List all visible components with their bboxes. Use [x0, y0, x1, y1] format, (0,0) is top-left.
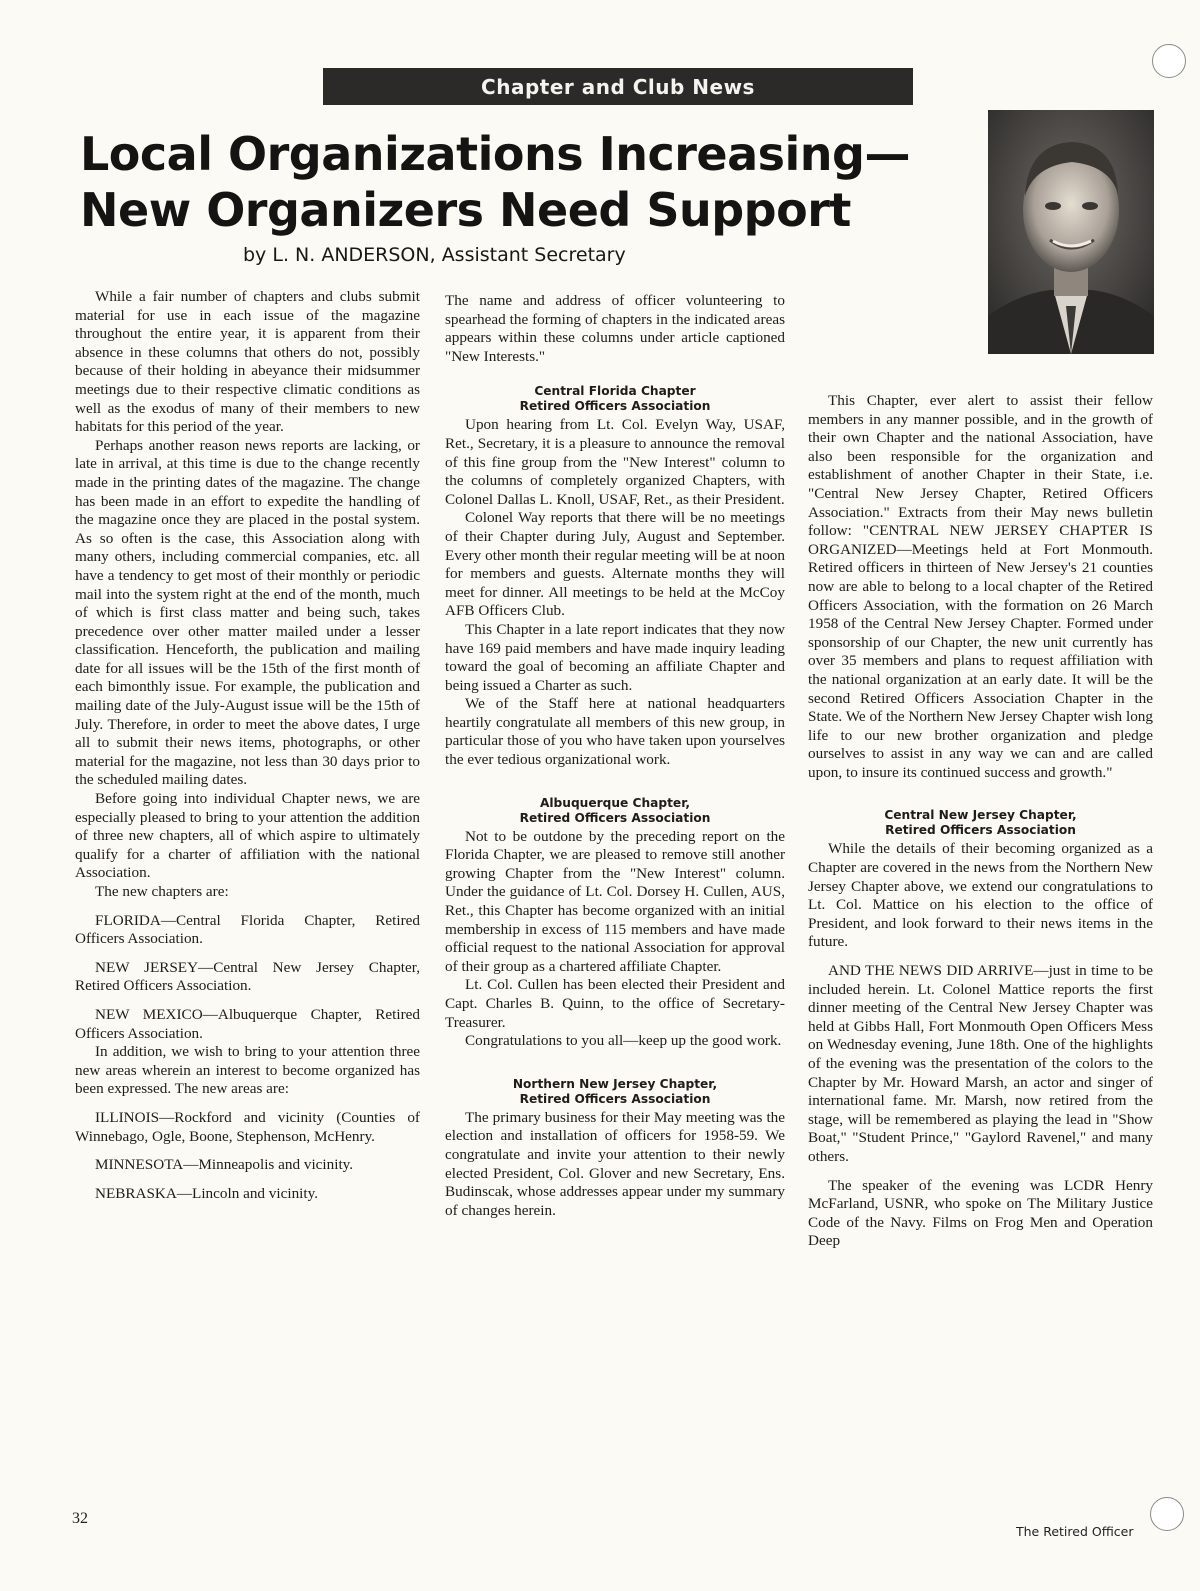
byline-author: L. N. ANDERSON,	[272, 244, 436, 266]
byline-title: Assistant Secretary	[441, 244, 626, 266]
publication-footer: The Retired Officer	[1016, 1524, 1134, 1539]
section-paragraph: We of the Staff here at national headquarters heartily congratulate all members of this new group, in particular those of you who have taken upon yourselves the ever tedious organizational work.	[445, 695, 785, 769]
column-3	[808, 392, 1153, 1251]
section-paragraph: AND THE NEWS DID ARRIVE—just in time to be included herein. Lt. Colonel Mattice reports the first dinner meeting of the Central New Jersey Chapter was held at Gibbs Hall, Fort Monmouth Open Officers Mess on Wednesday evening, June 18th. One of the highlights of the evening was the presentation of the colors to the Chapter by Mr. Howard Marsh, an actor and singer of international fame. Mr. Marsh, now retired from the stage, will be remembered as playing the lead in "Show Boat," "Student Prince," "Gaylord Ravenel," and many others.	[808, 962, 1153, 1165]
section-heading-line: Retired Officers Association	[519, 810, 711, 825]
section-paragraph: The speaker of the evening was LCDR Henry McFarland, USNR, who spoke on The Military Justice Code of the Navy. Films on Frog Men and Operation Deep	[808, 1176, 1153, 1250]
section-heading-line: Central Florida Chapter	[534, 384, 696, 399]
page-number: 32	[72, 1510, 88, 1527]
section-paragraph: This Chapter in a late report indicates that they now have 169 paid members and have made inquiry leading toward the goal of becoming an affiliate Chapter and being issued a Charter as such.	[445, 620, 785, 694]
new-chapter-item: NEW JERSEY—Central New Jersey Chapter, Retired Officers Association.	[75, 958, 420, 995]
column-2	[445, 292, 785, 1220]
headline	[80, 126, 960, 238]
headline-line-2: New Organizers Need Support	[80, 183, 851, 237]
section-paragraph: Not to be outdone by the preceding report on the Florida Chapter, we are pleased to remove still another growing Chapter from the "New Interest" column. Under the guidance of Lt. Col. Dorsey H. Cullen, AUS, Ret., this Chapter has become organized with an initial membership in excess of 115 members and have made official request to the national Association for approval of their group as a chartered affiliate Chapter.	[445, 827, 785, 975]
punch-hole	[1150, 1497, 1184, 1531]
section-heading-line: Retired Officers Association	[885, 823, 1076, 838]
author-portrait-photo	[988, 110, 1154, 354]
byline	[243, 244, 743, 266]
new-area-item: MINNESOTA—Minneapolis and vicinity.	[95, 1156, 354, 1174]
section-banner: Chapter and Club News	[323, 68, 913, 105]
section-heading-line: Albuquerque Chapter,	[539, 795, 691, 810]
new-chapter-item: NEW MEXICO—Albuquerque Chapter, Retired Officers Association.	[75, 1005, 420, 1042]
section-heading-line: Retired Officers Association	[519, 399, 711, 414]
byline-prefix: by	[243, 244, 267, 266]
section-paragraph: The primary business for their May meeting was the election and installation of officers for 1958-59. We congratulate and invite your attention to their newly elected President, Col. Glover and new Secretary, Ens. Budinscak, whose addresses appear under my summary of changes herein.	[445, 1108, 785, 1219]
new-areas-intro: In addition, we wish to bring to your attention three new areas wherein an interest to become organized has been expressed. The new areas are:	[75, 1043, 420, 1098]
section-heading-line: Northern New Jersey Chapter,	[512, 1076, 718, 1091]
section-paragraph: Colonel Way reports that there will be no meetings of their Chapter during July, August and September. Every other month their regular meeting will be at noon for members and guests. Alternate months they will meet for dinner. All meetings to be held at the McCoy AFB Officers Club.	[445, 509, 785, 620]
new-area-item: ILLINOIS—Rockford and vicinity (Counties of Winnebago, Ogle, Boone, Stephenson, McHenry.	[75, 1108, 420, 1145]
section-paragraph: Lt. Col. Cullen has been elected their President and Capt. Charles B. Quinn, to the office of Secretary-Treasurer.	[445, 976, 785, 1031]
section-paragraph: While the details of their becoming organized as a Chapter are covered in the news from the Northern New Jersey Chapter above, we extend our congratulations to Lt. Col. Mattice on his election to the office of President, and look forward to their news items in the future.	[808, 840, 1153, 951]
intro-paragraph: While a fair number of chapters and clubs submit material for use in each issue of the magazine throughout the entire year, it is apparent from their absence in these columns that others do not, possibly because of their holding in abeyance their midsummer meetings due to their respective climatic conditions as well as the exodus of many of their members to new habitats for this period of the year.	[75, 288, 420, 436]
volunteer-note: The name and address of officer volunteering to spearhead the forming of chapters in the indicated areas appears within these columns under article captioned "New Interests."	[445, 292, 785, 365]
intro-paragraph: Before going into individual Chapter news, we are especially pleased to bring to your attention the addition of three new chapters, all of which aspire to ultimately qualify for a charter of affiliation with the national Association.	[75, 790, 420, 882]
section-paragraph: This Chapter, ever alert to assist their fellow members in any manner possible, and in the growth of their own Chapter and the national Association, have also been responsible for the organization and establishment of another Chapter in their State, i.e. "Central New Jersey Chapter, Retired Officers Association." Extracts from their May news bulletin follow: "CENTRAL NEW JERSEY CHAPTER IS ORGANIZED—Meetings held at Fort Monmouth. Retired officers in thirteen of New Jersey's 21 counties now are able to belong to a local chapter of the Retired Officers Association, with the formation on 26 March 1958 of the Central New Jersey Chapter. Formed under sponsorship of our Chapter, the new unit currently has over 35 members and plans to request affiliation with the national organization at an early date. It will be the second Retired Officers Association Chapter in the State. We of the Northern New Jersey Chapter wish long life to our new brother organization and pledge ourselves to assist in any way we can and are called upon, to insure its continued success and growth."	[808, 392, 1153, 781]
punch-hole	[1152, 44, 1186, 78]
section-heading-northern-new-jersey	[445, 1077, 785, 1107]
section-paragraph: Upon hearing from Lt. Col. Evelyn Way, USAF, Ret., Secretary, it is a pleasure to announce the removal of this fine group from the "New Interest" column to the columns of completely organized Chapters, with Colonel Dallas L. Knoll, USAF, Ret., as their President.	[445, 416, 785, 508]
portrait-image	[988, 110, 1154, 354]
headline-line-1: Local Organizations Increasing—	[80, 127, 910, 181]
section-heading-line: Central New Jersey Chapter,	[884, 808, 1077, 823]
new-chapters-label: The new chapters are:	[95, 883, 229, 900]
new-chapter-item: FLORIDA—Central Florida Chapter, Retired Officers Association.	[75, 911, 420, 948]
section-heading-central-new-jersey	[808, 808, 1153, 838]
section-paragraph: Congratulations to you all—keep up the good work.	[465, 1032, 782, 1050]
section-heading-central-florida	[445, 384, 785, 414]
intro-paragraph: Perhaps another reason news reports are lacking, or late in arrival, at this time is due to the change recently made in the printing dates of the magazine. The change has been made in an effort to expedite the handling of the magazine once they are placed in the postal system. As so often is the case, this Association along with many others, including commercial companies, etc. all have a tendency to get most of their monthly or periodic mail into the system right at the end of the month, much of which is first class matter and being such, takes precedence over other matter mailed under a lesser classification. Henceforth, the publication and mailing date for all issues will be the 15th of the first month of each bimonthly issue. For example, the publication and mailing date of the July-August issue will be the 15th of July. Therefore, in order to meet the above dates, I urge all to submit their news items, photographs, or other material for the magazine, not less than 30 days prior to the scheduled mailing dates.	[75, 436, 420, 789]
section-heading-albuquerque	[445, 796, 785, 826]
new-area-item: NEBRASKA—Lincoln and vicinity.	[95, 1184, 319, 1202]
section-heading-line: Retired Officers Association	[519, 1091, 711, 1106]
column-1	[75, 288, 420, 1203]
